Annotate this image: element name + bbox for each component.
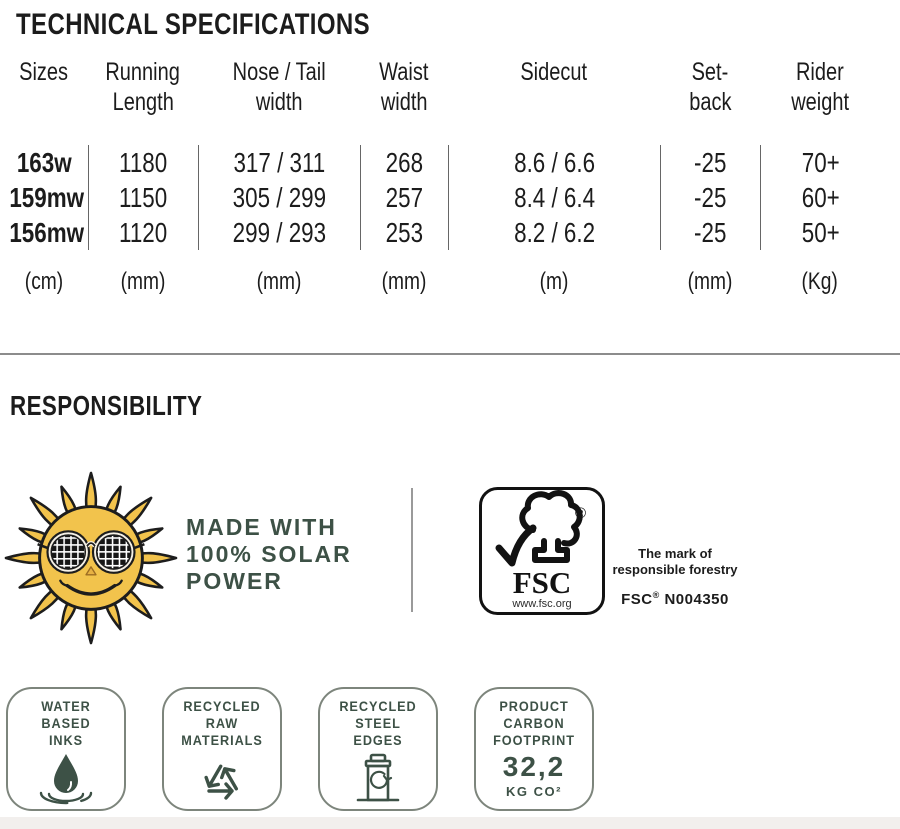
cell-waist: 268 xyxy=(360,145,448,180)
cell-nose-tail: 299 / 293 xyxy=(198,215,360,250)
cell-setback: -25 xyxy=(660,215,760,250)
cell-running-length: 1150 xyxy=(88,180,198,215)
unit-sizes: (cm) xyxy=(24,268,64,295)
eco-badges-row xyxy=(6,687,594,811)
fsc-reg-mark: ® xyxy=(575,505,587,522)
col-header-nose-tail-width: Nose / Tail width xyxy=(232,58,326,116)
unit-waist: (mm) xyxy=(381,268,427,295)
table-row xyxy=(0,180,880,215)
cell-size: 159mw xyxy=(9,182,85,213)
badge-carbon-footprint: PRODUCT CARBON FOOTPRINT 32,2 KG CO² xyxy=(474,687,594,811)
responsibility-title: RESPONSIBILITY xyxy=(10,390,203,421)
table-units-row xyxy=(0,267,880,297)
trash-recycle-icon xyxy=(350,752,406,808)
col-header-sizes: Sizes xyxy=(19,58,69,86)
cell-setback: -25 xyxy=(660,145,760,180)
solar-claim-line: MADE WITH xyxy=(186,514,337,540)
fsc-website: www.fsc.org xyxy=(512,598,572,610)
unit-rider-weight: (Kg) xyxy=(801,268,839,295)
col-header-running-length: Running Length xyxy=(105,58,181,116)
col-header-rider-weight: Rider weight xyxy=(791,58,849,116)
fsc-acronym: FSC xyxy=(512,565,572,600)
cell-rider-weight: 70+ xyxy=(760,145,880,180)
cell-waist: 253 xyxy=(360,215,448,250)
fsc-tagline: The mark of responsible forestry xyxy=(612,546,738,577)
unit-nose-tail: (mm) xyxy=(256,268,302,295)
vertical-divider xyxy=(411,488,413,612)
page-title: TECHNICAL SPECIFICATIONS xyxy=(16,8,371,41)
cell-rider-weight: 60+ xyxy=(760,180,880,215)
recycle-icon xyxy=(195,754,249,806)
cell-sidecut: 8.2 / 6.2 xyxy=(448,215,660,250)
carbon-footprint-unit: KG CO² xyxy=(506,784,562,799)
unit-sidecut: (m) xyxy=(539,268,569,295)
col-header-waist-width: Waist width xyxy=(379,58,429,116)
carbon-footprint-value: 32,2 xyxy=(502,751,566,782)
badge-water-based-inks: WATER BASED INKS xyxy=(6,687,126,811)
solar-claim-line: 100% SOLAR xyxy=(186,541,352,567)
water-drop-icon xyxy=(35,752,97,808)
cell-size: 163w xyxy=(16,147,72,178)
cell-nose-tail: 305 / 299 xyxy=(198,180,360,215)
unit-running-length: (mm) xyxy=(120,268,166,295)
solar-power-claim xyxy=(186,514,352,595)
unit-setback: (mm) xyxy=(687,268,733,295)
col-header-setback: Set- back xyxy=(688,58,732,116)
badge-recycled-steel-edges: RECYCLED STEEL EDGES xyxy=(318,687,438,811)
section-divider xyxy=(0,353,900,355)
footer-strip xyxy=(0,817,900,829)
fsc-caption xyxy=(605,546,745,608)
cell-sidecut: 8.6 / 6.6 xyxy=(448,145,660,180)
sun-illustration-icon xyxy=(2,466,180,648)
spec-table xyxy=(0,57,880,297)
cell-size: 156mw xyxy=(9,217,85,248)
cell-waist: 257 xyxy=(360,180,448,215)
table-body xyxy=(0,145,880,250)
fsc-logo xyxy=(478,486,606,616)
cell-setback: -25 xyxy=(660,180,760,215)
col-header-sidecut: Sidecut xyxy=(520,58,588,86)
cell-sidecut: 8.4 / 6.4 xyxy=(448,180,660,215)
cell-rider-weight: 50+ xyxy=(760,215,880,250)
table-row xyxy=(0,145,880,180)
responsibility-section xyxy=(0,462,900,687)
badge-recycled-raw-materials: RECYCLED RAW MATERIALS xyxy=(162,687,282,811)
table-header-row xyxy=(0,57,880,119)
fsc-license-number: FSC® N004350 xyxy=(621,590,729,608)
cell-nose-tail: 317 / 311 xyxy=(198,145,360,180)
cell-running-length: 1120 xyxy=(88,215,198,250)
cell-running-length: 1180 xyxy=(88,145,198,180)
table-row xyxy=(0,215,880,250)
solar-claim-line: POWER xyxy=(186,568,283,594)
